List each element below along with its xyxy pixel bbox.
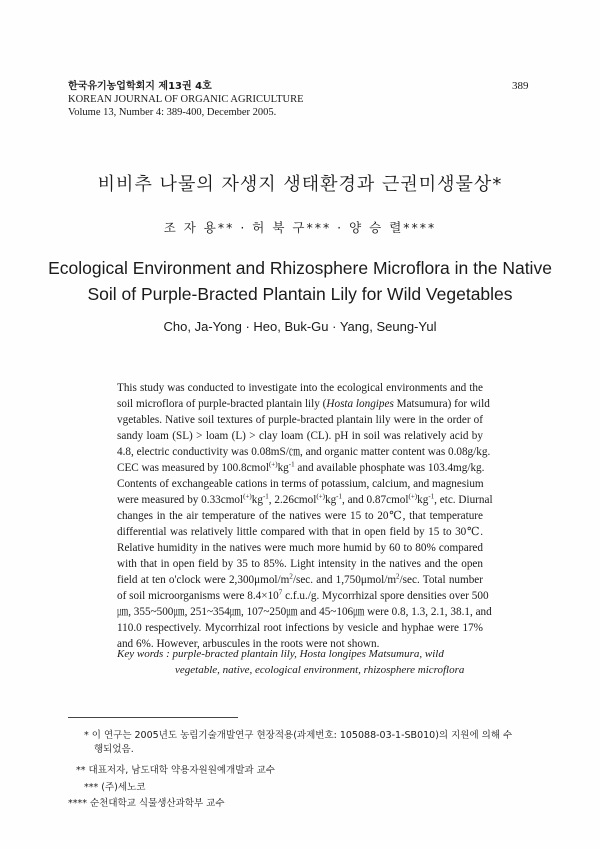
keywords-line1: purple-bracted plantain lily, Hosta longipes Matsumura, wild [172, 648, 444, 660]
title-english [0, 255, 600, 307]
footnote-funding-line2: 행되었음. [94, 744, 134, 755]
abstract-line: with that in open field by 35 to 85%. Light intensity in the natives and the open [117, 558, 483, 570]
abstract-line: were measured by $0.33cmol^{(+)}kg^{-1}$, $2.26cmol^{(+)}kg^{-1}$, and $0.87cmol^{(+)}kg^{-1}$, etc. Diurnal [117, 492, 493, 506]
abstract-line: soil microflora of purple-bracted plantain lily (Hosta longipes Matsumura) for wild [117, 398, 490, 410]
authors-korean: 조 자 용** · 허 북 구*** · 양 승 렬**** [163, 220, 437, 235]
abstract-line: and 6%. However, arbuscules in the roots were not shown. [117, 638, 380, 650]
footnote-funding-line1: * 이 연구는 2005년도 농림기술개발연구 현장적용(과제번호: 105088-03-1-SB010)의 지원에 의해 수 [84, 730, 513, 741]
keywords-label: Key words : [117, 648, 170, 660]
abstract [117, 380, 493, 652]
title-korean: 비비추 나물의 자생지 생태환경과 근권미생물상* [97, 174, 503, 195]
abstract-line: 110.0 respectively. Mycorrhizal root infections by vesicle and hyphae were 17% [117, 622, 483, 634]
journal-header [68, 80, 304, 119]
journal-english-name: KOREAN JOURNAL OF ORGANIC AGRICULTURE [68, 94, 304, 105]
footnote-first-author: ** 대표저자, 남도대학 약용자원원예개발과 교수 [76, 765, 275, 776]
abstract-line: CEC was measured by $100.8cmol^{(+)}kg^{-1}$ and available phosphate was 103.4mg/kg. [117, 460, 485, 474]
footnote-divider [68, 717, 238, 718]
footnote-funding [84, 729, 544, 757]
journal-volume-info: Volume 13, Number 4: 389-400, December 2005. [68, 107, 277, 118]
keywords [117, 646, 487, 678]
footnote-second-author: *** (주)세노코 [84, 782, 146, 793]
page-number: 389 [512, 80, 529, 92]
abstract-line: field at ten o'clock were $2,300\mu mol/m^2/\sec$. and $1,750\mu mol/m^2/\sec$. Total number [117, 572, 483, 586]
abstract-line: This study was conducted to investigate into the ecological environments and the [117, 382, 483, 394]
abstract-line: changes in the air temperature of the natives were 15 to 20℃, that temperature [117, 510, 483, 522]
journal-korean-name: 한국유기농업학회지 제13권 4호 [68, 81, 212, 92]
abstract-line: Contents of exchangeable cations in terms of potassium, calcium, and magnesium [117, 478, 484, 490]
footnote-third-author: **** 순천대학교 식물생산과학부 교수 [68, 798, 225, 809]
abstract-line: differential was relatively little compared with that in open field by 15 to 30℃. [117, 526, 483, 538]
abstract-line: Relative humidity in the natives were much more humid by 60 to 80% compared [117, 542, 483, 554]
keywords-line2: vegetable, native, ecological environment, rhizosphere microflora [175, 664, 465, 676]
abstract-line: sandy loam (SL) > loam (L) > clay loam (CL). pH in soil was relatively acid by [117, 430, 483, 442]
title-english-line2: Soil of Purple-Bracted Plantain Lily for Wild Vegetables [87, 284, 513, 304]
title-english-line1: Ecological Environment and Rhizosphere Microflora in the Native [48, 258, 552, 278]
authors-english: Cho, Ja-Yong · Heo, Buk-Gu · Yang, Seung-Yul [163, 319, 437, 334]
abstract-line: vgetables. Native soil textures of purple-bracted plantain lily were in the order of [117, 414, 483, 426]
abstract-line: ㎛, 355~500㎛, 251~354㎛, 107~250㎛ and 45~106㎛ were 0.8, 1.3, 2.1, 38.1, and [117, 606, 492, 618]
abstract-line: of soil microorganisms were $8.4\times 10^7$ c.f.u./g. Mycorrhizal spore densities over 500 [117, 588, 489, 602]
abstract-line: 4.8, electric conductivity was 0.08mS/㎝, and organic matter content was 0.08g/kg. [117, 446, 491, 458]
